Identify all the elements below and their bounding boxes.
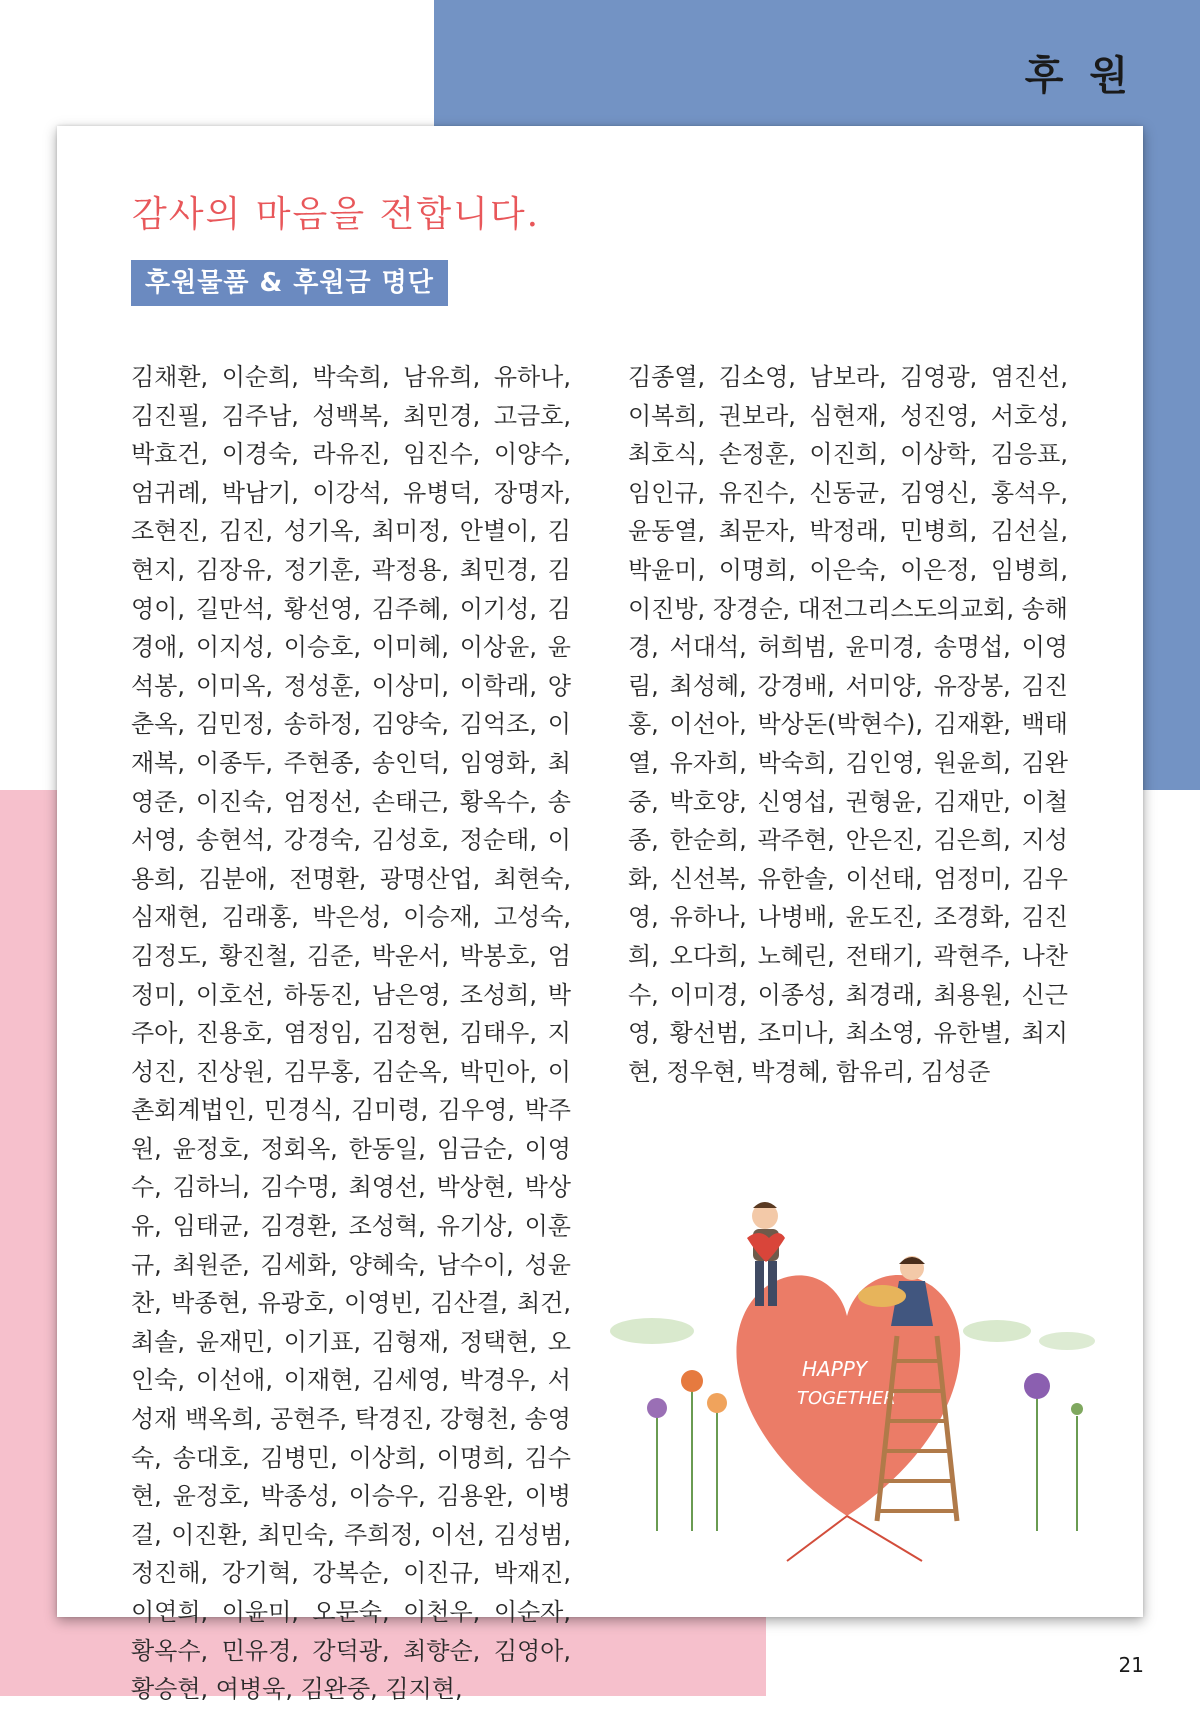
donor-list-left-column: 김채환, 이순희, 박숙희, 남유희, 유하나, 김진필, 김주남, 성백복, 최민경, 고금호, 박효건, 이경숙, 라유진, 임진수, 이양수, 엄귀례, 박남기, 이강석, 유병덕, 장명자, 조현진, 김진, 성기옥, 최미정, 안별이, 김현지, 김장유, 정기훈, 곽정용, 최민경, 김영이, 길만석, 황선영, 김주혜, 이기성, 김경애, 이지성, 이승호, 이미혜, 이상윤, 윤석봉, 이미옥, 정성훈, 이상미, 이학래, 양춘옥, 김민정, 송하정, 김양숙, 김억조, 이재복, 이종두, 주현종, 송인덕, 임영화, 최영준, 이진숙, 엄정선, 손태근, 황옥수, 송서영, 송현석, 강경숙, 김성호, 정순태, 이용희, 김분애, 전명환, 광명산업, 최현숙, 심재현, 김래홍, 박은성, 이승재, 고성숙, 김정도, 황진철, 김준, 박운서, 박봉호, 엄정미, 이호선, 하동진, 남은영, 조성희, 박주아, 진용호, 염정임, 김정현, 김태우, 지성진, 진상원, 김무홍, 김순옥, 박민아, 이촌회계법인, 민경식, 김미령, 김우영, 박주원, 윤정호, 정회옥, 한동일, 임금순, 이영수, 김하늬, 김수명, 최영선, 박상현, 박상유, 임태균, 김경환, 조성혁, 유기상, 이훈규, 최원준, 김세화, 양혜숙, 남수이, 성윤찬, 박종현, 유광호, 이영빈, 김산결, 최건, 최솔, 윤재민, 이기표, 김형재, 정택현, 오인숙, 이선애, 이재현, 김세영, 박경우, 서성재 백옥희, 공현주, 탁경진, 강형천, 송영숙, 송대호, 김병민, 이상희, 이명희, 김수현, 윤정호, 박종성, 이승우, 김용완, 이병걸, 이진환, 최민숙, 주희정, 이선, 김성범, 정진해, 강기혁, 강복순, 이진규, 박재진, 이연희, 이윤미, 오문숙, 이천우, 이순자, 황옥수, 민유경, 강덕광, 최향순, 김영아, 황승현, 여병욱, 김완중, 김지현, <box>131 363 571 1704</box>
flower-purple-left <box>647 1398 667 1418</box>
flower-bud <box>1071 1403 1083 1415</box>
section-title: 후 원 <box>1024 53 1134 99</box>
girl-held-object <box>858 1285 906 1307</box>
page-number: 21 <box>1118 1653 1144 1677</box>
flower-orange <box>681 1370 703 1392</box>
cloud-right-small <box>1039 1332 1095 1350</box>
banner-text-together: TOGETHER <box>797 1388 896 1409</box>
boy-leg-left <box>755 1261 764 1306</box>
cloud-left <box>610 1318 694 1344</box>
heart-legs <box>787 1516 922 1561</box>
boy-leg-right <box>768 1261 777 1306</box>
boy-hair <box>753 1202 777 1208</box>
girl-hair <box>899 1257 925 1264</box>
page-headline: 감사의 마음을 전합니다. <box>132 194 541 235</box>
boy-held-heart <box>747 1233 785 1262</box>
donor-list-right-column: 김종열, 김소영, 남보라, 김영광, 염진선, 이복희, 권보라, 심현재, 성진영, 서호성, 최호식, 손정훈, 이진희, 이상학, 김응표, 임인규, 유진수, 신동균, 김영신, 홍석우, 윤동열, 최문자, 박정래, 민병희, 김선실, 박윤미, 이명희, 이은숙, 이은정, 임병희, 이진방, 장경순, 대전그리스도의교회, 송해경, 서대석, 허희범, 윤미경, 송명섭, 이영림, 최성혜, 강경배, 서미양, 유장봉, 김진홍, 이선아, 박상돈(박현수), 김재환, 백태열, 유자희, 박숙희, 김인영, 원윤희, 김완중, 박호양, 신영섭, 권형윤, 김재만, 이철종, 한순희, 곽주현, 안은진, 김은희, 지성화, 신선복, 유한솔, 이선태, 엄정미, 김우영, 유하나, 나병배, 윤도진, 조경화, 김진희, 오다희, 노혜린, 전태기, 곽현주, 나찬수, 이미경, 이종성, 최경래, 최용원, 신근영, 황선범, 조미나, 최소영, 유한별, 최지현, 정우현, 박경혜, 함유리, 김성준 <box>628 363 1068 1086</box>
donor-list-label: 후원물품 & 후원금 명단 <box>131 260 448 306</box>
happy-together-illustration <box>597 1176 1117 1596</box>
cloud-right <box>963 1320 1031 1342</box>
flower-purple-right <box>1024 1373 1050 1399</box>
banner-text-happy: HAPPY <box>802 1357 868 1381</box>
flower-orange-small <box>707 1393 727 1413</box>
